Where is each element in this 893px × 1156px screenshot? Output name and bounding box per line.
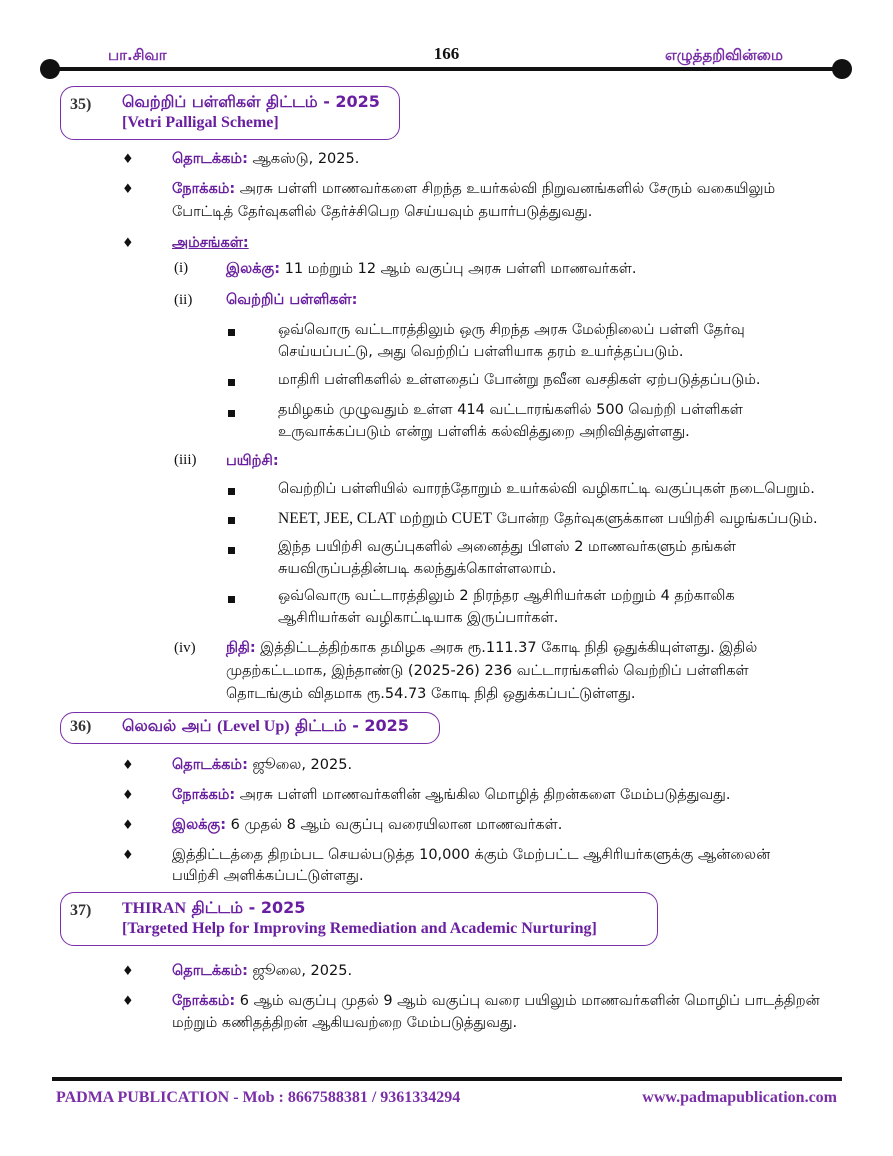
s36-b4-l1: இத்திட்டத்தை திறம்பட செயல்படுத்த 10,000 க்கும் மேற்பட்ட ஆசிரியர்களுக்கு ஆன்லைன் <box>172 847 771 863</box>
footer-publisher: PADMA PUBLICATION - Mob : 8667588381 / 9361334294 <box>56 1089 461 1106</box>
s35-iii-label: பயிற்சி: <box>226 453 279 469</box>
rule-dot-right <box>832 59 852 79</box>
s35-ii-b3-l2: உருவாக்கப்படும் என்று பள்ளிக் கல்வித்துறை அறிவித்துள்ளது. <box>278 424 690 440</box>
s36-aim-text: அரசு பள்ளி மாணவர்களின் ஆங்கில மொழித் திறன்களை மேம்படுத்துவது. <box>235 787 731 803</box>
s37-title-a: THIRAN <box>122 900 187 917</box>
footer-rule <box>52 1077 842 1081</box>
s35-iii-b1: வெற்றிப் பள்ளியில் வாரந்தோறும் உயர்கல்வி வழிகாட்டி வகுப்புகள் நடைபெறும். <box>278 481 815 497</box>
section-37-subtitle: [Targeted Help for Improving Remediation and Academic Nurturing] <box>122 920 597 937</box>
s36-start-line <box>172 753 352 778</box>
bullet-square <box>228 517 235 524</box>
s37-aim-text: 6 ஆம் வகுப்பு முதல் 9 ஆம் வகுப்பு வரை பயிலும் மாணவர்களின் மொழிப் பாடத்திறன் <box>235 993 820 1009</box>
section-36-number: 36) <box>70 718 92 735</box>
s35-iii-b3-l1: இந்த பயிற்சி வகுப்புகளில் அனைத்து பிளஸ் 2 மாணவர்களும் தங்கள் <box>278 539 736 555</box>
roman-ii: (ii) <box>174 292 193 308</box>
roman-iv: (iv) <box>174 640 196 656</box>
bullet-diamond: ♦ <box>122 994 134 1009</box>
roman-i: (i) <box>174 260 189 276</box>
s35-i-label: இலக்கு: <box>226 261 281 277</box>
s37-start-label: தொடக்கம்: <box>172 963 248 979</box>
s35-iii-b4-l1: ஒவ்வொரு வட்டாரத்திலும் 2 நிரந்தர ஆசிரியர்கள் மற்றும் 4 தற்காலிக <box>278 588 735 604</box>
bullet-diamond: ♦ <box>122 848 134 863</box>
header-chapter: எழுத்தறிவின்மை <box>664 46 783 64</box>
bullet-diamond: ♦ <box>122 182 134 197</box>
bullet-diamond: ♦ <box>122 788 134 803</box>
s36-start-label: தொடக்கம்: <box>172 757 248 773</box>
s35-start-label: தொடக்கம்: <box>172 151 248 167</box>
s36-aim-label: நோக்கம்: <box>172 787 236 803</box>
s37-title-b: திட்டம் - 2025 <box>186 898 306 917</box>
bullet-diamond: ♦ <box>122 818 134 833</box>
s36-start-text: ஜூலை, 2025. <box>247 757 353 773</box>
s35-i-line <box>226 257 636 282</box>
s35-iv-l3: தொடங்கும் விதமாக ரூ.54.73 கோடி நிதி ஒதுக்கப்பட்டுள்ளது. <box>226 686 636 702</box>
s37-aim-label: நோக்கம்: <box>172 993 236 1009</box>
s35-iv-label: நிதி: <box>226 640 256 656</box>
s35-ii-label: வெற்றிப் பள்ளிகள்: <box>226 292 358 308</box>
s36-target-text: 6 முதல் 8 ஆம் வகுப்பு வரையிலான மாணவர்கள். <box>226 817 563 833</box>
s36-b4-l2: பயிற்சி அளிக்கப்பட்டுள்ளது. <box>172 868 364 884</box>
header-author: பா.சிவா <box>108 46 167 64</box>
s35-ii-b1-l1: ஒவ்வொரு வட்டாரத்திலும் ஒரு சிறந்த அரசு மேல்நிலைப் பள்ளி தேர்வு <box>278 322 745 338</box>
s36-title-a: லெவல் அப் <box>122 716 218 735</box>
section-36-title <box>122 716 409 737</box>
s36-aim-line <box>172 783 730 808</box>
s35-start-line <box>172 147 359 172</box>
bullet-diamond: ♦ <box>122 152 134 167</box>
s35-iii-b4-l2: ஆசிரியர்கள் வழிகாட்டியாக இருப்பார்கள். <box>278 610 559 626</box>
s36-title-c: திட்டம் - 2025 <box>289 716 409 735</box>
s37-aim-line2: மற்றும் கணிதத்திறன் ஆகியவற்றை மேம்படுத்துவது. <box>172 1015 518 1031</box>
s35-aim-line1 <box>172 177 775 202</box>
s35-iii-b3-l2: சுயவிருப்பத்தின்படி கலந்துக்கொள்ளலாம். <box>278 561 557 577</box>
section-35-number: 35) <box>70 96 92 113</box>
s35-aim-text: அரசு பள்ளி மாணவர்களை சிறந்த உயர்கல்வி நிறுவனங்களில் சேரும் வகையிலும் <box>235 181 776 197</box>
s35-iv-l2: முதற்கட்டமாக, இந்தாண்டு (2025-26) 236 வட்டாரங்களில் வெற்றிப் பள்ளிகள் <box>226 663 749 679</box>
s35-ii-b2: மாதிரி பள்ளிகளில் உள்ளதைப் போன்று நவீன வசதிகள் ஏற்படுத்தப்படும். <box>278 372 761 388</box>
s35-aim-line2: போட்டித் தேர்வுகளில் தேர்ச்சிபெற செய்யவும் தயார்படுத்துவது. <box>172 204 593 220</box>
s36-target-label: இலக்கு: <box>172 817 227 833</box>
section-37-title <box>122 898 305 919</box>
s35-i-text: 11 மற்றும் 12 ஆம் வகுப்பு அரசு பள்ளி மாணவர்கள். <box>280 261 637 277</box>
bullet-square <box>228 596 235 603</box>
s35-iii-b2 <box>278 506 818 532</box>
s35-start-text: ஆகஸ்டு, 2025. <box>247 151 360 167</box>
s35-iii-b2-ta: போன்ற தேர்வுகளுக்கான பயிற்சி வழங்கப்படும். <box>492 511 818 527</box>
s37-start-text: ஜூலை, 2025. <box>247 963 353 979</box>
s35-iv-text: இத்திட்டத்திற்காக தமிழக அரசு ரூ.111.37 கோடி நிதி ஒதுக்கியுள்ளது. இதில் <box>255 640 758 656</box>
page-number: 166 <box>433 44 460 63</box>
s36-title-b: (Level Up) <box>217 718 290 735</box>
s35-iii-b2-en: NEET, JEE, CLAT மற்றும் CUET <box>278 510 493 527</box>
s35-aim-label: நோக்கம்: <box>172 181 236 197</box>
bullet-square <box>228 379 235 386</box>
footer-website[interactable]: www.padmapublication.com <box>642 1089 837 1106</box>
section-37-number: 37) <box>70 902 92 919</box>
bullet-square <box>228 329 235 336</box>
bullet-diamond: ♦ <box>122 758 134 773</box>
s35-ii-b3-l1: தமிழகம் முழுவதும் உள்ள 414 வட்டாரங்களில் 500 வெற்றி பள்ளிகள் <box>278 402 743 418</box>
s35-iv-l1 <box>226 636 757 661</box>
bullet-diamond: ♦ <box>122 236 134 251</box>
section-35-subtitle: [Vetri Palligal Scheme] <box>122 114 279 131</box>
header-rule <box>52 67 842 71</box>
s35-ii-b1-l2: செய்யப்பட்டு, அது வெற்றிப் பள்ளியாக தரம் உயர்த்தப்படும். <box>278 344 684 360</box>
bullet-square <box>228 410 235 417</box>
roman-iii: (iii) <box>174 452 197 468</box>
s35-features-label: அம்சங்கள்: <box>172 235 249 251</box>
bullet-square <box>228 547 235 554</box>
s37-start-line <box>172 959 352 984</box>
s36-target-line <box>172 813 562 838</box>
bullet-square <box>228 488 235 495</box>
bullet-diamond: ♦ <box>122 964 134 979</box>
section-35-title: வெற்றிப் பள்ளிகள் திட்டம் - 2025 <box>122 92 380 111</box>
